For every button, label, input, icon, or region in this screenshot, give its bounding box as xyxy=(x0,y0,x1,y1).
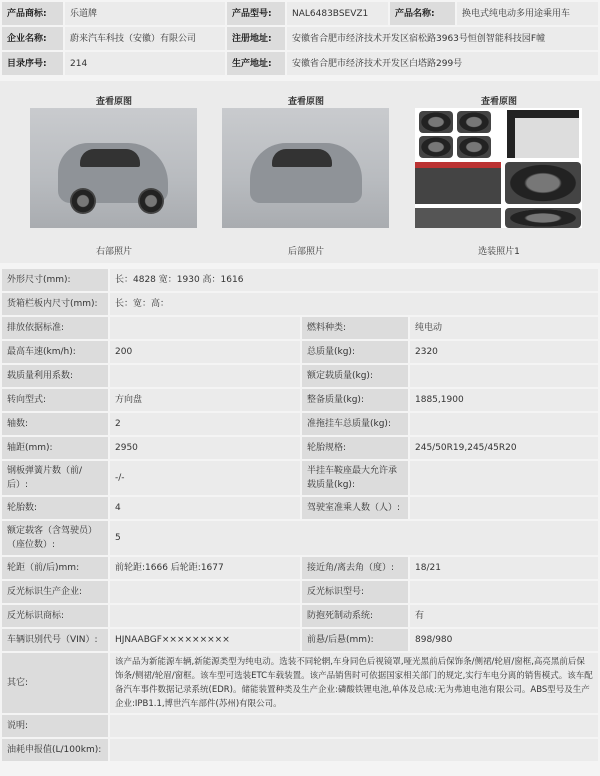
name-label: 产品名称: xyxy=(389,1,456,26)
rated-load-label: 额定载质量(kg): xyxy=(301,364,409,388)
prod-addr-label: 生产地址: xyxy=(226,51,286,76)
name-value: 换电式纯电动多用途乘用车 xyxy=(456,1,599,26)
rated-load-value xyxy=(409,364,599,388)
brand-label: 产品商标: xyxy=(1,1,64,26)
angle-value: 18/21 xyxy=(409,556,599,580)
emission-label: 排放依据标准: xyxy=(1,316,109,340)
catalog-value: 214 xyxy=(64,51,226,76)
track-label: 轮距（前/后)mm: xyxy=(1,556,109,580)
spec-table xyxy=(0,267,600,763)
company-label: 企业名称: xyxy=(1,26,64,51)
photo-caption: 右部照片 xyxy=(95,247,132,257)
emission-value xyxy=(109,316,301,340)
wheelbase-value: 2950 xyxy=(109,436,301,460)
brand-value: 乐道牌 xyxy=(64,1,226,26)
other-value: 该产品为新能源车辆,新能源类型为纯电动。选装不同轮辋,车身同色后视镜罩,哑光黑前后保饰条/侧裙/轮眉/窗框,高亮黑前后保饰条/侧裙/轮眉/窗框。该车型可选装ETC车载装置。该产品销售时可依据国家相关部门的规定,实行车电分离的销售模式。该车配备汽车事件数据记录系统(EDR)。储能装置种类及生产企业:磷酸铁锂电池,单体及总成:无为弗迪电池有限公司。ABS型号及生产企业:IPB1.1,博世汽车部件(苏州)有限公司。 xyxy=(109,652,599,714)
prod-addr-value: 安徽省合肥市经济技术开发区白塔路299号 xyxy=(286,51,599,76)
product-header-table xyxy=(0,0,600,77)
note-value xyxy=(109,714,599,738)
abs-value: 有 xyxy=(409,604,599,628)
dims-value: 长：4828 宽：1930 高：1616 xyxy=(109,268,599,292)
leaf-label: 钢板弹簧片数（前/后）: xyxy=(1,460,109,496)
model-value: NAL6483BSEVZ1 xyxy=(286,1,389,26)
refl-co-value xyxy=(109,580,301,604)
tire-label: 轮胎规格: xyxy=(301,436,409,460)
abs-label: 防抱死制动系统: xyxy=(301,604,409,628)
saddle-value xyxy=(409,460,599,496)
fuel-cons-label: 油耗申报值(L/100km): xyxy=(1,738,109,762)
curb-value: 1885,1900 xyxy=(409,388,599,412)
reg-addr-label: 注册地址: xyxy=(226,26,286,51)
tire-value: 245/50R19,245/45R20 xyxy=(409,436,599,460)
reg-addr-value: 安徽省合肥市经济技术开发区宿松路3963号恒创智能科技园F幢 xyxy=(286,26,599,51)
vin-label: 车辆识别代号（VIN）: xyxy=(1,628,109,652)
other-label: 其它: xyxy=(1,652,109,714)
trailer-label: 准拖挂车总质量(kg): xyxy=(301,412,409,436)
view-original-link[interactable]: 查看原图 xyxy=(95,97,132,107)
tires-label: 轮胎数: xyxy=(1,496,109,520)
saddle-label: 半挂车鞍座最大允许承载质量(kg): xyxy=(301,460,409,496)
option-photo-image[interactable] xyxy=(415,108,582,228)
catalog-label: 目录序号: xyxy=(1,51,64,76)
view-original-link[interactable]: 查看原图 xyxy=(287,97,324,107)
curb-label: 整备质量(kg): xyxy=(301,388,409,412)
speed-label: 最高车速(km/h): xyxy=(1,340,109,364)
leaf-value: -/- xyxy=(109,460,301,496)
trailer-value xyxy=(409,412,599,436)
photo-caption: 选装照片1 xyxy=(478,247,520,257)
steering-label: 转向型式: xyxy=(1,388,109,412)
seats-value: 5 xyxy=(109,520,599,556)
total-mass-value: 2320 xyxy=(409,340,599,364)
vin-value: HJNAABGF××××××××× xyxy=(109,628,301,652)
photo-caption: 后部照片 xyxy=(287,247,324,257)
axles-label: 轴数: xyxy=(1,412,109,436)
track-value: 前轮距:1666 后轮距:1677 xyxy=(109,556,301,580)
model-label: 产品型号: xyxy=(226,1,286,26)
fuel-label: 燃料种类: xyxy=(301,316,409,340)
steering-value: 方向盘 xyxy=(109,388,301,412)
overhang-value: 898/980 xyxy=(409,628,599,652)
fuel-value: 纯电动 xyxy=(409,316,599,340)
seats-label: 额定载客（含驾驶员）（座位数）: xyxy=(1,520,109,556)
refl-model-label: 反光标识型号: xyxy=(301,580,409,604)
load-coef-value xyxy=(109,364,301,388)
refl-brand-value xyxy=(109,604,301,628)
speed-value: 200 xyxy=(109,340,301,364)
rear-photo-image[interactable] xyxy=(222,108,389,228)
dims-label: 外形尺寸(mm): xyxy=(1,268,109,292)
load-coef-label: 载质量利用系数: xyxy=(1,364,109,388)
cargo-label: 货箱栏板内尺寸(mm): xyxy=(1,292,109,316)
photo-gallery xyxy=(0,81,600,263)
axles-value: 2 xyxy=(109,412,301,436)
refl-co-label: 反光标识生产企业: xyxy=(1,580,109,604)
company-value: 蔚来汽车科技（安徽）有限公司 xyxy=(64,26,226,51)
tires-value: 4 xyxy=(109,496,301,520)
total-mass-label: 总质量(kg): xyxy=(301,340,409,364)
wheelbase-label: 轴距(mm): xyxy=(1,436,109,460)
cab-label: 驾驶室准乘人数（人）: xyxy=(301,496,409,520)
angle-label: 接近角/离去角（度）: xyxy=(301,556,409,580)
cargo-value: 长：宽：高： xyxy=(109,292,599,316)
view-original-link[interactable]: 查看原图 xyxy=(480,97,517,107)
cab-value xyxy=(409,496,599,520)
note-label: 说明: xyxy=(1,714,109,738)
overhang-label: 前悬/后悬(mm): xyxy=(301,628,409,652)
refl-brand-label: 反光标识商标: xyxy=(1,604,109,628)
fuel-cons-value xyxy=(109,738,599,762)
right-photo-image[interactable] xyxy=(30,108,197,228)
refl-model-value xyxy=(409,580,599,604)
